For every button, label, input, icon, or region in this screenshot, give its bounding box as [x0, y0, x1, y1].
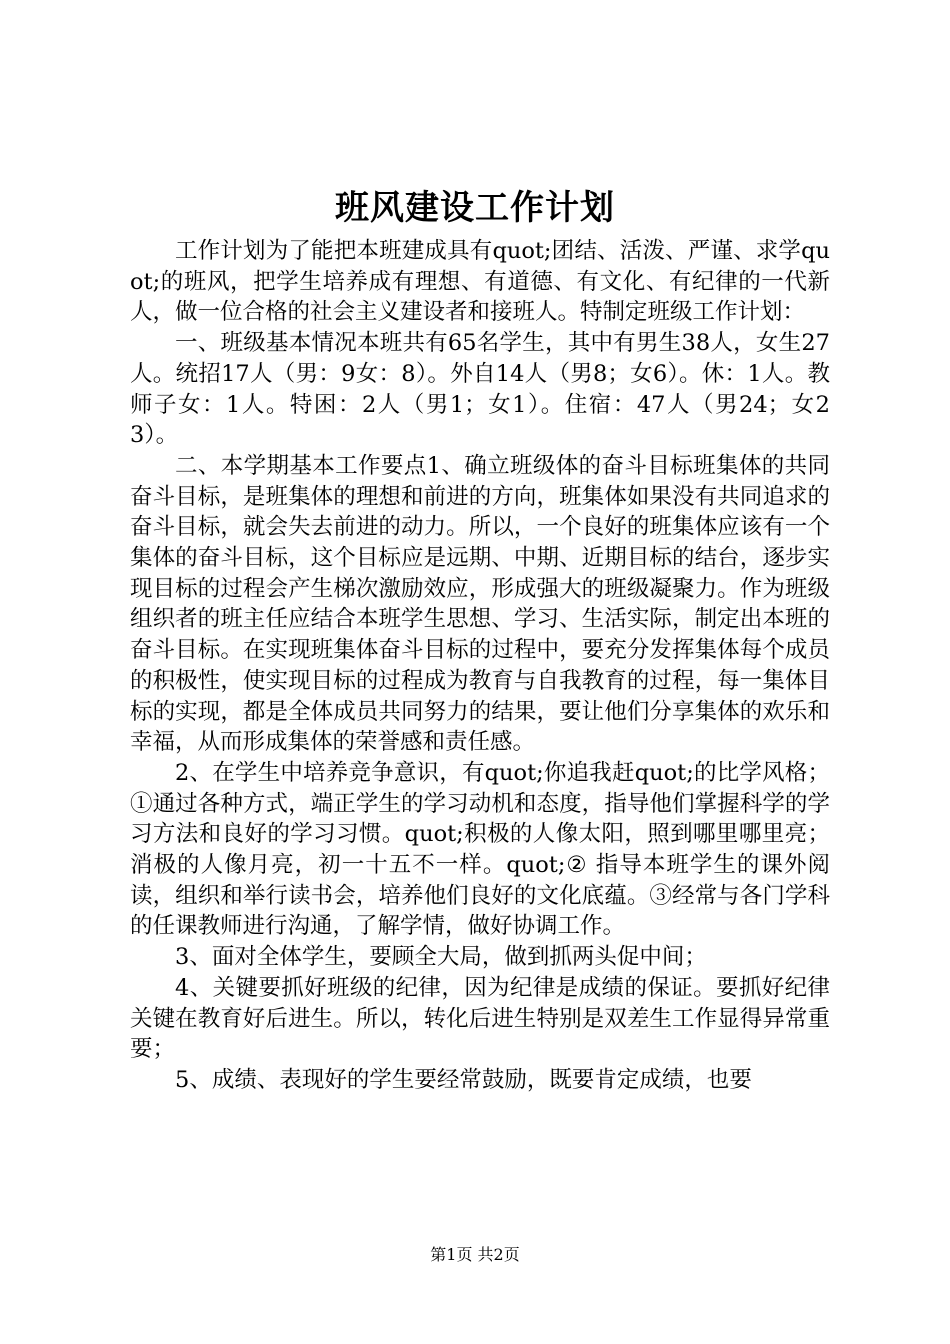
paragraph-encouragement: 5、成绩、表现好的学生要经常鼓励，既要肯定成绩，也要	[175, 1066, 752, 1093]
paragraph-all-students: 3、面对全体学生，要顾全大局，做到抓两头促中间；	[175, 944, 707, 971]
page-number: 第1页 共2页	[430, 1245, 520, 1264]
paragraph-goals: 二、本学期基本工作要点1、确立班级体的奋斗目标班集体的共同奋斗目标，是班集体的理想和前进的方向，班集体如果没有共同追求的奋斗目标，就会失去前进的动力。所以，一个良好的班集体应该有一个集体的奋斗目标，这个目标应是远期、中期、近期目标的结台，逐步实现目标的过程会产生梯次激励效应，形成强大的班级凝聚力。作为班级组织者的班主任应结合本班学生思想、学习、生活实际，制定出本班的奋斗目标。在实现班集体奋斗目标的过程中，要充分发挥集体每个成员的积极性，使实现目标的过程成为教育与自我教育的过程，每一集体目标的实现，都是全体成员共同努力的结果，要让他们分享集体的欢乐和幸福，从而形成集体的荣誉感和责任感。	[130, 452, 830, 756]
paragraph-competition: 2、在学生中培养竞争意识，有quot;你追我赶quot;的比学风格；①通过各种方式，端正学生的学习动机和态度，指导他们掌握科学的学习方法和良好的学习习惯。quot;积极的人像太阳，照到哪里哪里亮；消极的人像月亮，初一十五不一样。quot;② 指导本班学生的课外阅读，组织和举行读书会，培养他们良好的文化底蕴。③经常与各门学科的任课教师进行沟通，了解学情，做好协调工作。	[130, 759, 830, 940]
paragraph-discipline: 4、关键要抓好班级的纪律，因为纪律是成绩的保证。要抓好纪律关键在教育好后进生。所以，转化后进生特别是双差生工作显得异常重要；	[130, 974, 830, 1063]
paragraph-class-info: 一、班级基本情况本班共有65名学生，其中有男生38人，女生27人。统招17人（男：9女：8）。外自14人（男8；女6）。休：1人。教师子女：1人。特困：2人（男1；女1）。住宿：47人（男24；女23）。	[130, 330, 830, 449]
document-title: 班风建设工作计划	[335, 188, 615, 228]
document-body	[130, 236, 830, 1096]
paragraph-intro: 工作计划为了能把本班建成具有quot;团结、活泼、严谨、求学quot;的班风，把学生培养成有理想、有道德、有文化、有纪律的一代新人，做一位合格的社会主义建设者和接班人。特制定班级工作计划：	[130, 238, 830, 326]
